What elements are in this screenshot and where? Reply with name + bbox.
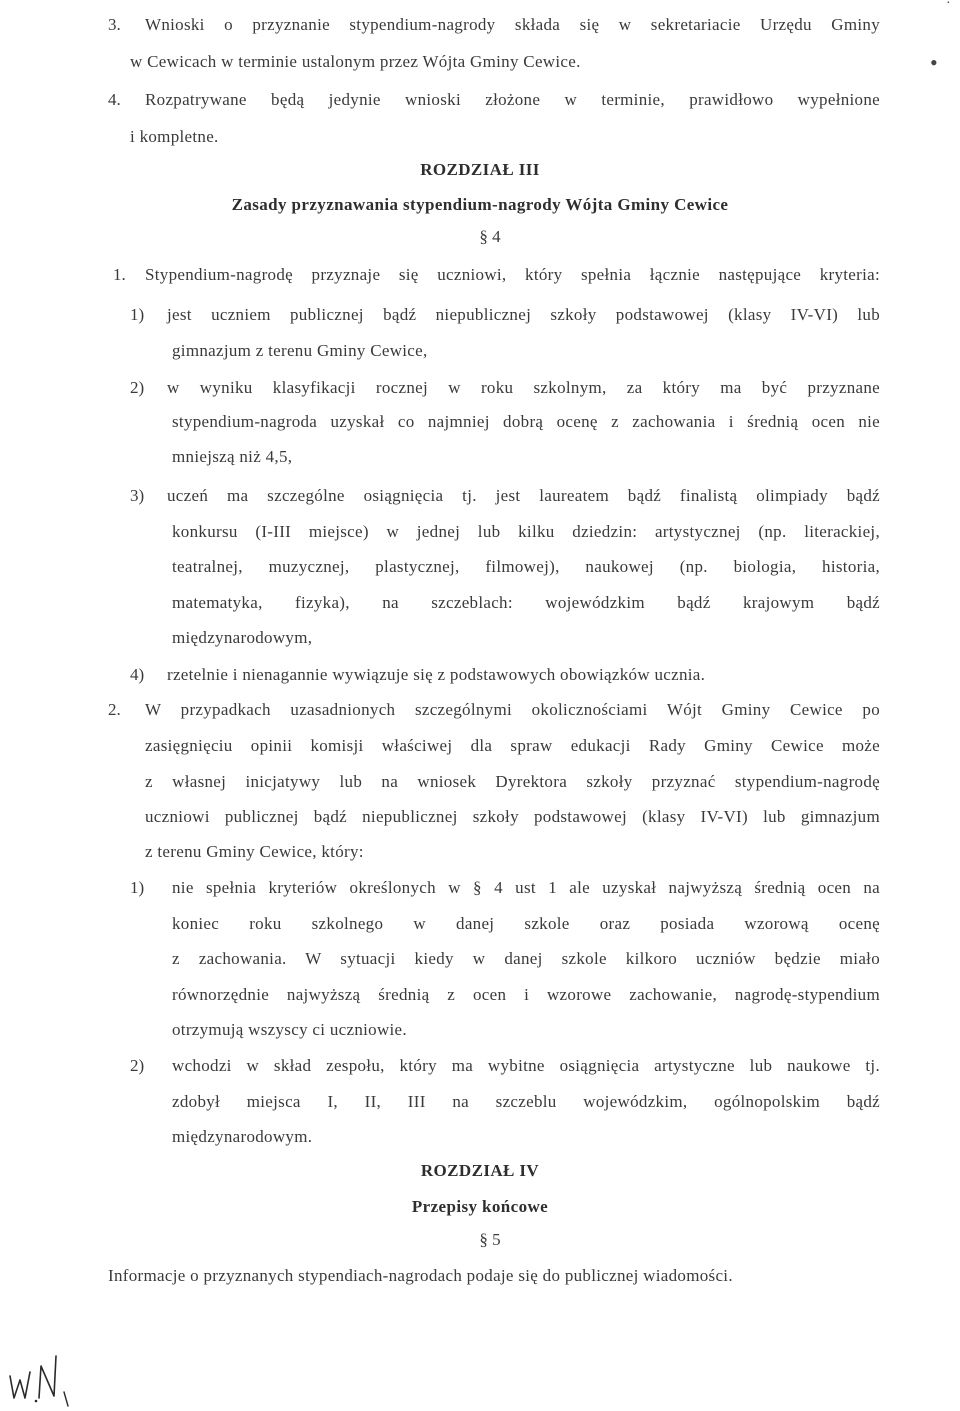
p2-c1-line1: nie spełnia kryteriów określonych w § 4 ust 1 ale uzyskał najwyższą średnią ocen na <box>172 878 880 897</box>
chapter4-text: Informacje o przyznanych stypendiach-nagrodach podaje się do publicznej wiadomości. <box>108 1266 733 1285</box>
p2-c1-line5: otrzymują wszyscy ci uczniowie. <box>172 1020 407 1039</box>
section-4-heading: § 4 <box>479 227 501 246</box>
chapter4-subtitle: Przepisy końcowe <box>411 1197 549 1216</box>
item4-number: 4. <box>108 90 121 109</box>
p1-c3-line2: konkursu (I-III miejsce) w jednej lub kilku dziedzin: artystycznej (np. literackiej, <box>172 522 880 541</box>
item4-line1: Rozpatrywane będą jedynie wnioski złożone w terminie, prawidłowo wypełnione <box>145 90 880 109</box>
chapter4-title: ROZDZIAŁ IV <box>420 1161 540 1180</box>
p1-c1-line2: gimnazjum z terenu Gminy Cewice, <box>172 341 428 360</box>
p1-line1: Stypendium-nagrodę przyznaje się uczniowi, który spełnia łącznie następujące kryteria: <box>145 265 880 284</box>
p2-line5: z terenu Gminy Cewice, który: <box>145 842 364 861</box>
handwritten-initials <box>6 1352 86 1408</box>
item3-line2: w Cewicach w terminie ustalonym przez Wójta Gminy Cewice. <box>130 52 581 71</box>
p2-line2: zasięgnięciu opinii komisji właściwej dla spraw edukacji Rady Gminy Cewice może <box>145 736 880 755</box>
p2-c2-line3: międzynarodowym. <box>172 1127 313 1146</box>
p1-c2-line3: mniejszą niż 4,5, <box>172 447 293 466</box>
scan-mark-bullet: • <box>930 50 938 75</box>
chapter3-subtitle: Zasady przyznawania stypendium-nagrody Wójta Gminy Cewice <box>231 195 729 214</box>
item4-line2: i kompletne. <box>130 127 219 146</box>
item3-line1: Wnioski o przyznanie stypendium-nagrody składa się w sekretariacie Urzędu Gminy <box>145 15 880 34</box>
p2-c1-line3: z zachowania. W sytuacji kiedy w danej szkole kilkoro uczniów będzie miało <box>172 949 880 968</box>
p1-c4-number: 4) <box>130 665 145 684</box>
p1-c2-number: 2) <box>130 378 145 397</box>
p1-c3-number: 3) <box>130 486 145 505</box>
p1-c3-line3: teatralnej, muzycznej, plastycznej, filmowej), naukowej (np. biologia, historia, <box>172 557 880 576</box>
p2-line4: uczniowi publicznej bądź niepublicznej szkoły podstawowej (klasy IV-VI) lub gimnazjum <box>145 807 880 826</box>
p2-line1: W przypadkach uzasadnionych szczególnymi okolicznościami Wójt Gminy Cewice po <box>145 700 880 719</box>
p1-c3-line5: międzynarodowym, <box>172 628 313 647</box>
p1-c1-line1: jest uczniem publicznej bądź niepublicznej szkoły podstawowej (klasy IV-VI) lub <box>167 305 880 324</box>
item3-number: 3. <box>108 15 121 34</box>
p1-c1-number: 1) <box>130 305 145 324</box>
p1-c2-line1: w wyniku klasyfikacji rocznej w roku szkolnym, za który ma być przyznane <box>167 378 880 397</box>
p2-c1-line4: równorzędnie najwyższą średnią z ocen i wzorowe zachowanie, nagrodę-stypendium <box>172 985 880 1004</box>
p2-c1-line2: koniec roku szkolnego w danej szkole oraz posiada wzorową ocenę <box>172 914 880 933</box>
p2-number: 2. <box>108 700 121 719</box>
p1-c4-line1: rzetelnie i nienagannie wywiązuje się z podstawowych obowiązków ucznia. <box>167 665 706 684</box>
section-5-heading: § 5 <box>479 1230 501 1249</box>
p2-c2-number: 2) <box>130 1056 145 1075</box>
p2-c2-line2: zdobył miejsca I, II, III na szczeblu wojewódzkim, ogólnopolskim bądź <box>172 1092 880 1111</box>
p2-c2-line1: wchodzi w skład zespołu, który ma wybitne osiągnięcia artystyczne lub naukowe tj. <box>172 1056 880 1075</box>
p1-c3-line4: matematyka, fizyka), na szczeblach: wojewódzkim bądź krajowym bądź <box>172 593 880 612</box>
p2-c1-number: 1) <box>130 878 145 897</box>
p1-c3-line1: uczeń ma szczególne osiągnięcia tj. jest laureatem bądź finalistą olimpiady bądź <box>167 486 880 505</box>
p1-c2-line2: stypendium-nagroda uzyskał co najmniej dobrą ocenę z zachowania i średnią ocen nie <box>172 412 880 431</box>
p1-number: 1. <box>113 265 126 284</box>
chapter3-title: ROZDZIAŁ III <box>420 160 540 179</box>
p2-line3: z własnej inicjatywy lub na wniosek Dyrektora szkoły przyznać stypendium-nagrodę <box>145 772 880 791</box>
scan-mark-top: · <box>946 0 951 11</box>
